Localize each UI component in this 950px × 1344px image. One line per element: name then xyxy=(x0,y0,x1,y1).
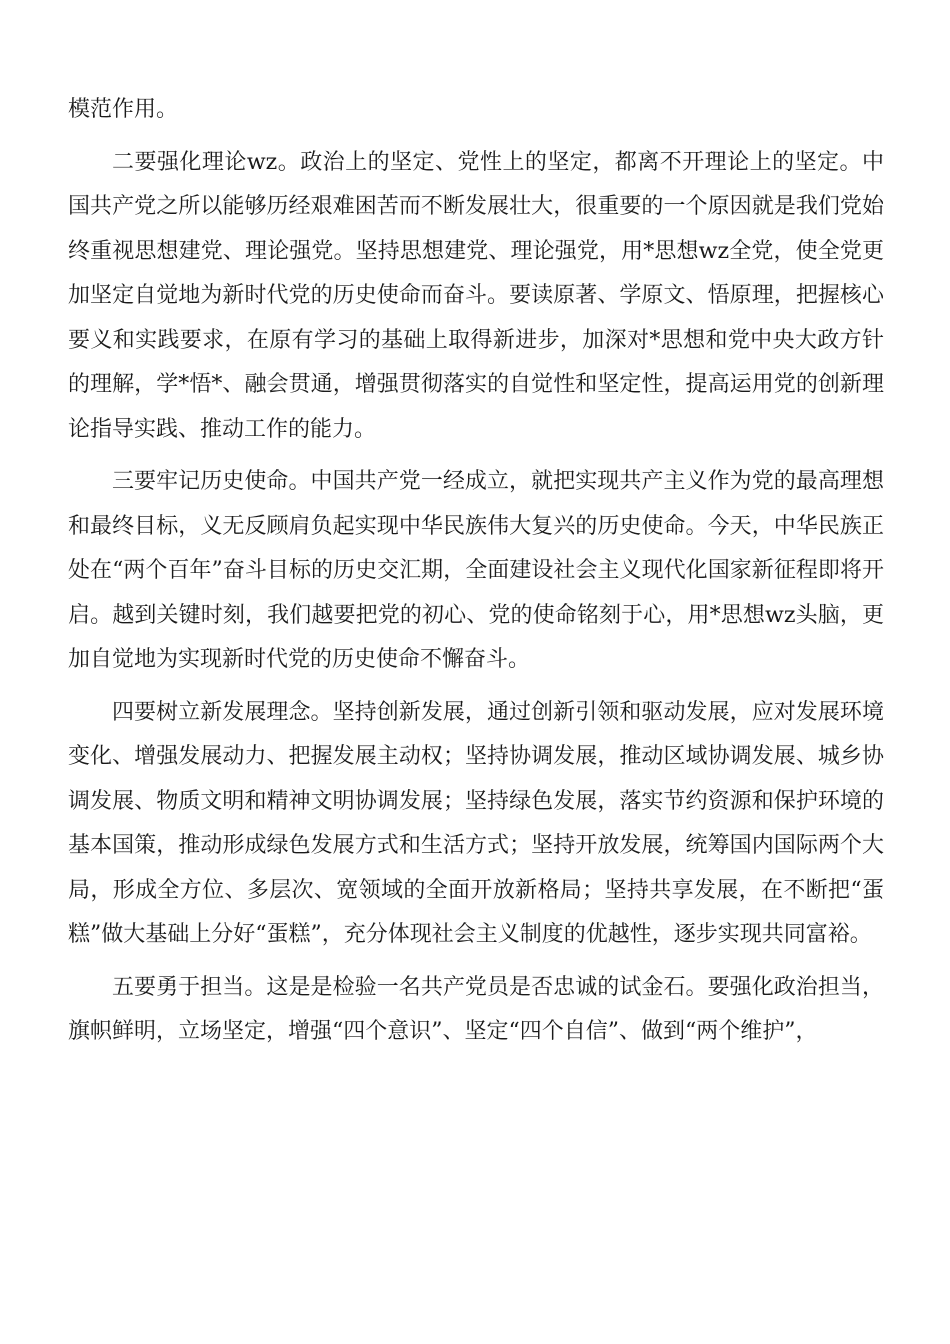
document-body xyxy=(68,88,884,1063)
paragraph-theory: 二要强化理论wz。政治上的坚定、党性上的坚定，都离不开理论上的坚定。中国共产党之所以能够历经艰难困苦而不断发展壮大，很重要的一个原因就是我们党始终重视思想建党、理论强党。坚持思想建党、理论强党，用*思想wz全党，使全党更加坚定自觉地为新时代党的历史使命而奋斗。要读原著、学原文、悟原理，把握核心要义和实践要求，在原有学习的基础上取得新进步，加深对*思想和党中央大政方针的理解，学*悟*、融会贯通，增强贯彻落实的自觉性和坚定性，提高运用党的创新理论指导实践、推动工作的能力。 xyxy=(68,149,884,442)
paragraph-continuation: 模范作用。 xyxy=(68,97,179,122)
paragraph-mission: 三要牢记历史使命。中国共产党一经成立，就把实现共产主义作为党的最高理想和最终目标，义无反顾肩负起实现中华民族伟大复兴的历史使命。今天，中华民族正处在“两个百年”奋斗目标的历史交汇期，全面建设社会主义现代化国家新征程即将开启。越到关键时刻，我们越要把党的初心、党的使命铭刻于心，用*思想wz头脑，更加自觉地为实现新时代党的历史使命不懈奋斗。 xyxy=(68,469,884,672)
paragraph-responsibility: 五要勇于担当。这是是检验一名共产党员是否忠诚的试金石。要强化政治担当，旗帜鲜明，立场坚定，增强“四个意识”、坚定“四个自信”、做到“两个维护”， xyxy=(68,974,884,1044)
paragraph-development: 四要树立新发展理念。坚持创新发展，通过创新引领和驱动发展，应对发展环境变化、增强发展动力、把握发展主动权；坚持协调发展，推动区域协调发展、城乡协调发展、物质文明和精神文明协调发展；坚持绿色发展，落实节约资源和保护环境的基本国策，推动形成绿色发展方式和生活方式；坚持开放发展，统筹国内国际两个大局，形成全方位、多层次、宽领域的全面开放新格局；坚持共享发展，在不断把“蛋糕”做大基础上分好“蛋糕”，充分体现社会主义制度的优越性，逐步实现共同富裕。 xyxy=(68,699,884,947)
